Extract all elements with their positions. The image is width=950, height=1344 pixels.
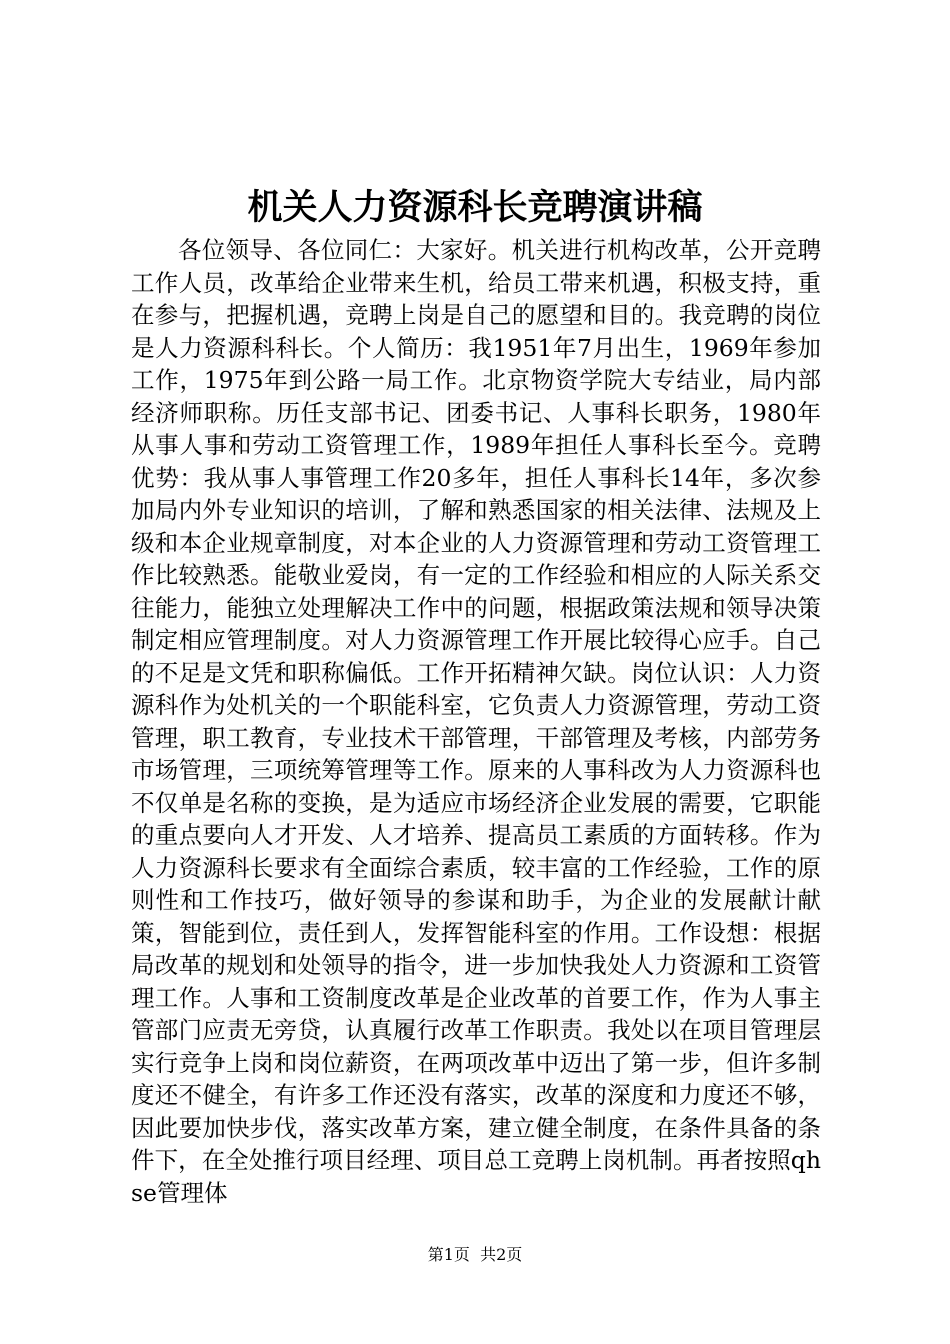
document-title: 机关人力资源科长竞聘演讲稿 (247, 187, 703, 228)
page-footer (0, 1244, 950, 1266)
page-number: 第1页 (427, 1245, 470, 1264)
document-body: 各位领导、各位同仁：大家好。机关进行机构改革，公开竞聘工作人员，改革给企业带来生机，给员工带来机遇，积极支持，重在参与，把握机遇，竞聘上岗是自己的愿望和目的。我竞聘的岗位是人力资源科科长。个人简历：我1951年7月出生，1969年参加工作，1975年到公路一局工作。北京物资学院大专结业，局内部经济师职称。历任支部书记、团委书记、人事科长职务，1980年从事人事和劳动工资管理工作，1989年担任人事科长至今。竞聘优势：我从事人事管理工作20多年，担任人事科长14年，多次参加局内外专业知识的培训，了解和熟悉国家的相关法律、法规及上级和本企业规章制度，对本企业的人力资源管理和劳动工资管理工作比较熟悉。能敬业爱岗，有一定的工作经验和相应的人际关系交往能力，能独立处理解决工作中的问题，根据政策法规和领导决策制定相应管理制度。对人力资源管理工作开展比较得心应手。自己的不足是文凭和职称偏低。工作开拓精神欠缺。岗位认识：人力资源科作为处机关的一个职能科室，它负责人力资源管理，劳动工资管理，职工教育，专业技术干部管理，干部管理及考核，内部劳务市场管理，三项统筹管理等工作。原来的人事科改为人力资源科也不仅单是名称的变换，是为适应市场经济企业发展的需要，它职能的重点要向人才开发、人才培养、提高员工素质的方面转移。作为人力资源科长要求有全面综合素质，较丰富的工作经验，工作的原则性和工作技巧，做好领导的参谋和助手，为企业的发展献计献策，智能到位，责任到人，发挥智能科室的作用。工作设想：根据局改革的规划和处领导的指令，进一步加快我处人力资源和工资管理工作。人事和工资制度改革是企业改革的首要工作，作为人事主管部门应责无旁贷，认真履行改革工作职责。我处以在项目管理层实行竞争上岗和岗位薪资，在两项改革中迈出了第一步，但许多制度还不健全，有许多工作还没有落实，改革的深度和力度还不够，因此要加快步伐，落实改革方案，建立健全制度，在条件具备的条件下，在全处推行项目经理、项目总工竞聘上岗机制。再者按照qhse管理体 (131, 236, 821, 1207)
page-total: 共2页 (480, 1245, 523, 1264)
